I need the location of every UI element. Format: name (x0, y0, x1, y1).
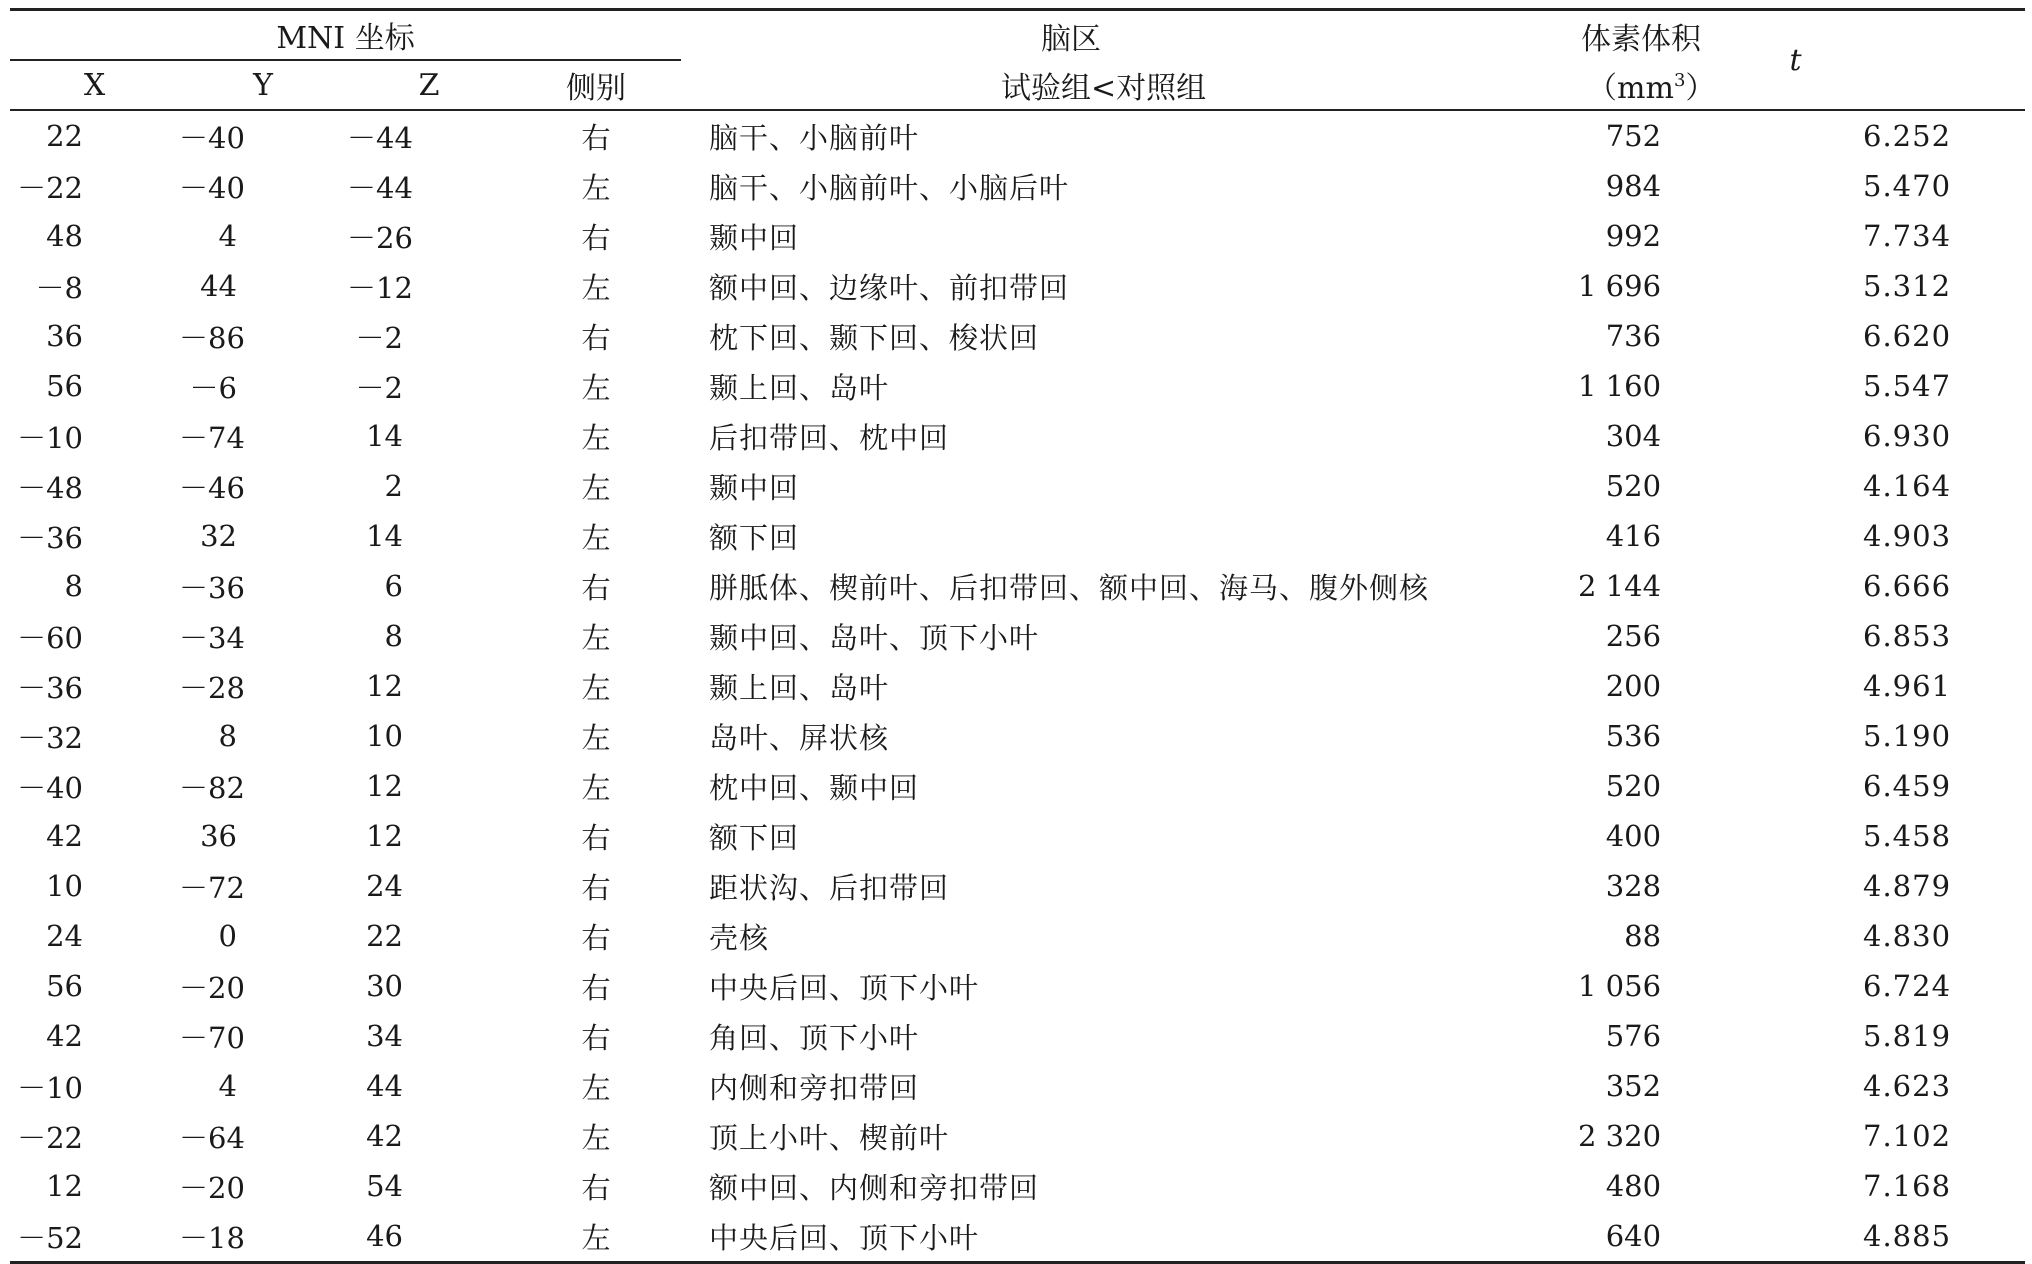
header-y: Y (179, 60, 347, 110)
table-row (10, 361, 2025, 411)
table-header (10, 10, 2025, 111)
cell-x: －10 (17, 420, 83, 455)
cell-side: 左 (511, 1211, 681, 1263)
header-region-sub: 试验组<对照组 (681, 60, 1321, 110)
cell-t: 4.879 (1863, 869, 1952, 903)
table-row (10, 811, 2025, 861)
cell-y: －46 (179, 470, 245, 505)
cell-t: 5.819 (1863, 1019, 1952, 1053)
cell-z: 12 (366, 769, 403, 803)
cell-region: 距状沟、后扣带回 (709, 870, 950, 905)
cell-region: 顶上小叶、楔前叶 (709, 1120, 950, 1155)
cell-region: 中央后回、顶下小叶 (681, 1211, 1321, 1263)
table-row (10, 161, 2025, 211)
cell-region: 颞中回、岛叶、顶下小叶 (709, 620, 1040, 655)
header-volume-unit-post: ） (1685, 70, 1716, 106)
cell-t: 4.164 (1863, 469, 1952, 503)
cell-side: 左 (581, 520, 611, 555)
cell-volume: 736 (1605, 319, 1662, 353)
cell-x: －10 (17, 1070, 83, 1105)
cell-t: 5.312 (1863, 269, 1952, 303)
cell-x: 48 (46, 219, 83, 253)
cell-t: 5.458 (1863, 819, 1952, 853)
cell-z: －26 (347, 220, 413, 255)
cell-region: 脑干、小脑前叶、小脑后叶 (709, 170, 1070, 205)
cell-region: 颞上回、岛叶 (709, 670, 890, 705)
cell-z: 12 (366, 819, 403, 853)
cell-z: 2 (384, 469, 403, 503)
cell-z: 34 (366, 1019, 403, 1053)
cell-region: 额中回、边缘叶、前扣带回 (709, 270, 1070, 305)
cell-x: 36 (46, 319, 83, 353)
cell-region: 额下回 (709, 520, 800, 555)
cell-y: －40 (179, 120, 245, 155)
header-side: 侧别 (511, 60, 681, 110)
cell-t: 4.885 (1716, 1211, 2025, 1263)
cell-region: 岛叶、屏状核 (709, 720, 890, 755)
cell-z: －44 (347, 170, 413, 205)
cell-y: 32 (200, 519, 237, 553)
table-row (10, 261, 2025, 311)
cell-y: －18 (179, 1211, 347, 1263)
cell-x: 42 (46, 819, 83, 853)
table-row (10, 611, 2025, 661)
cell-x: 56 (46, 969, 83, 1003)
cell-side: 左 (581, 420, 611, 455)
cell-t: 4.830 (1863, 919, 1952, 953)
cell-region: 壳核 (709, 920, 770, 955)
cell-y: －72 (179, 870, 245, 905)
cell-side: 右 (581, 820, 611, 855)
cell-z: 30 (366, 969, 403, 1003)
cell-x: －22 (17, 1120, 83, 1155)
cell-z: 44 (366, 1069, 403, 1103)
cell-volume: 536 (1605, 719, 1662, 753)
cell-t: 6.853 (1863, 619, 1952, 653)
cell-y: 44 (200, 269, 237, 303)
cell-side: 左 (581, 270, 611, 305)
cell-t: 6.459 (1863, 769, 1952, 803)
cell-t: 4.903 (1863, 519, 1952, 553)
header-x: X (10, 60, 179, 110)
table-row (10, 211, 2025, 261)
cell-y: －82 (179, 770, 245, 805)
header-volume-unit (1321, 60, 1716, 110)
table-row (10, 311, 2025, 361)
cell-t: 4.961 (1863, 669, 1952, 703)
cell-region: 枕中回、颞中回 (709, 770, 920, 805)
cell-y: －20 (179, 1170, 245, 1205)
cell-x: －8 (35, 270, 83, 305)
cell-volume: 88 (1624, 919, 1662, 953)
table-row (10, 1061, 2025, 1111)
cell-volume: 992 (1605, 219, 1662, 253)
cell-z: 12 (366, 669, 403, 703)
cell-t: 7.102 (1863, 1119, 1952, 1153)
cell-t: 7.168 (1863, 1169, 1952, 1203)
cell-volume: 352 (1605, 1069, 1662, 1103)
cell-side: 左 (581, 770, 611, 805)
cell-side: 左 (581, 470, 611, 505)
cell-y: －40 (179, 170, 245, 205)
cell-x: －52 (10, 1211, 179, 1263)
cell-region: 额中回、内侧和旁扣带回 (709, 1170, 1040, 1205)
cell-volume: 1 696 (1578, 269, 1662, 303)
cell-side: 右 (581, 220, 611, 255)
cell-x: －36 (17, 670, 83, 705)
cell-z: 10 (366, 719, 403, 753)
cell-x: 56 (46, 369, 83, 403)
table-row (10, 561, 2025, 611)
cell-volume: 480 (1605, 1169, 1662, 1203)
cell-y: 4 (218, 219, 237, 253)
cell-x: －36 (17, 520, 83, 555)
cell-region: 颞中回 (709, 220, 800, 255)
cell-volume: 520 (1605, 769, 1662, 803)
cell-x: －48 (17, 470, 83, 505)
cell-y: －64 (179, 1120, 245, 1155)
cell-z: 22 (366, 919, 403, 953)
cell-t: 6.666 (1863, 569, 1952, 603)
table-row (10, 1161, 2025, 1211)
cell-volume: 2 144 (1578, 569, 1662, 603)
cell-y: 36 (200, 819, 237, 853)
cell-z: 14 (366, 419, 403, 453)
cell-region: 脑干、小脑前叶 (709, 120, 920, 155)
cell-side: 右 (581, 570, 611, 605)
cell-y: －86 (179, 320, 245, 355)
cell-volume: 304 (1605, 419, 1662, 453)
cell-x: －22 (17, 170, 83, 205)
cell-side: 左 (581, 1070, 611, 1105)
cell-t: 6.252 (1863, 119, 1952, 153)
cell-side: 左 (581, 170, 611, 205)
cell-region: 中央后回、顶下小叶 (709, 970, 980, 1005)
cell-volume: 520 (1605, 469, 1662, 503)
cell-volume: 200 (1605, 669, 1662, 703)
cell-side: 右 (581, 1020, 611, 1055)
cell-t: 5.470 (1863, 169, 1952, 203)
cell-t: 6.724 (1863, 969, 1952, 1003)
cell-volume: 416 (1605, 519, 1662, 553)
cell-side: 右 (581, 870, 611, 905)
header-volume: 体素体积 (1321, 10, 1716, 61)
cell-x: 22 (46, 119, 83, 153)
cell-side: 左 (581, 720, 611, 755)
cell-t: 5.190 (1863, 719, 1952, 753)
table-row (10, 961, 2025, 1011)
header-mni: MNI 坐标 (10, 10, 681, 61)
cell-t: 4.623 (1863, 1069, 1952, 1103)
cell-side: 右 (581, 970, 611, 1005)
cell-t: 6.620 (1863, 319, 1952, 353)
cell-t: 5.547 (1863, 369, 1952, 403)
cell-z: －2 (355, 370, 403, 405)
cell-y: －70 (179, 1020, 245, 1055)
results-table (10, 8, 2025, 1264)
cell-z: 42 (366, 1119, 403, 1153)
cell-t: 7.734 (1863, 219, 1952, 253)
cell-volume: 576 (1605, 1019, 1662, 1053)
cell-y: 0 (218, 919, 237, 953)
header-volume-unit-sup: 3 (1673, 69, 1686, 91)
cell-region: 内侧和旁扣带回 (709, 1070, 920, 1105)
cell-z: 46 (347, 1211, 511, 1263)
cell-x: 8 (64, 569, 83, 603)
table-row (10, 761, 2025, 811)
cell-volume: 1 160 (1578, 369, 1662, 403)
cell-x: －40 (17, 770, 83, 805)
cell-z: 8 (384, 619, 403, 653)
cell-volume: 2 320 (1578, 1119, 1662, 1153)
cell-x: 24 (46, 919, 83, 953)
cell-y: 8 (218, 719, 237, 753)
cell-x: －60 (17, 620, 83, 655)
cell-x: 10 (46, 869, 83, 903)
cell-volume: 640 (1321, 1211, 1716, 1263)
cell-y: －74 (179, 420, 245, 455)
cell-region: 枕下回、颞下回、梭状回 (709, 320, 1040, 355)
table-row (10, 461, 2025, 511)
cell-side: 左 (581, 1120, 611, 1155)
table-row (10, 1111, 2025, 1161)
table-row (10, 1011, 2025, 1061)
table-row (10, 411, 2025, 461)
cell-z: 54 (366, 1169, 403, 1203)
cell-region: 颞中回 (709, 470, 800, 505)
cell-y: －28 (179, 670, 245, 705)
header-t: t (1716, 10, 2025, 111)
cell-z: 24 (366, 869, 403, 903)
table-row (10, 911, 2025, 961)
table-row (10, 661, 2025, 711)
table-body (10, 110, 2025, 1263)
header-volume-unit-pre: （mm (1587, 70, 1674, 106)
cell-x: －32 (17, 720, 83, 755)
cell-side: 右 (581, 120, 611, 155)
cell-region: 胼胝体、楔前叶、后扣带回、额中回、海马、腹外侧核 (709, 570, 1430, 605)
table-row (10, 511, 2025, 561)
cell-volume: 256 (1605, 619, 1662, 653)
cell-x: 12 (46, 1169, 83, 1203)
cell-y: 4 (218, 1069, 237, 1103)
cell-side: 右 (581, 320, 611, 355)
cell-region: 角回、顶下小叶 (709, 1020, 920, 1055)
cell-t: 6.930 (1863, 419, 1952, 453)
cell-side: 左 (581, 670, 611, 705)
cell-x: 42 (46, 1019, 83, 1053)
table-row (10, 861, 2025, 911)
cell-side: 左 (581, 370, 611, 405)
cell-volume: 328 (1605, 869, 1662, 903)
cell-side: 左 (581, 620, 611, 655)
header-z: Z (347, 60, 511, 110)
cell-z: －12 (347, 270, 413, 305)
table-row (10, 110, 2025, 161)
cell-z: －44 (347, 120, 413, 155)
cell-z: －2 (355, 320, 403, 355)
cell-volume: 752 (1605, 119, 1662, 153)
cell-z: 6 (384, 569, 403, 603)
table-row (10, 1211, 2025, 1263)
cell-y: －20 (179, 970, 245, 1005)
cell-y: －36 (179, 570, 245, 605)
cell-region: 额下回 (709, 820, 800, 855)
cell-region: 颞上回、岛叶 (709, 370, 890, 405)
cell-y: －34 (179, 620, 245, 655)
cell-volume: 1 056 (1578, 969, 1662, 1003)
cell-region: 后扣带回、枕中回 (709, 420, 950, 455)
table-row (10, 711, 2025, 761)
cell-y: －6 (189, 370, 237, 405)
cell-z: 14 (366, 519, 403, 553)
cell-volume: 984 (1605, 169, 1662, 203)
cell-side: 右 (581, 920, 611, 955)
header-region: 脑区 (681, 10, 1321, 61)
cell-side: 右 (581, 1170, 611, 1205)
cell-volume: 400 (1605, 819, 1662, 853)
